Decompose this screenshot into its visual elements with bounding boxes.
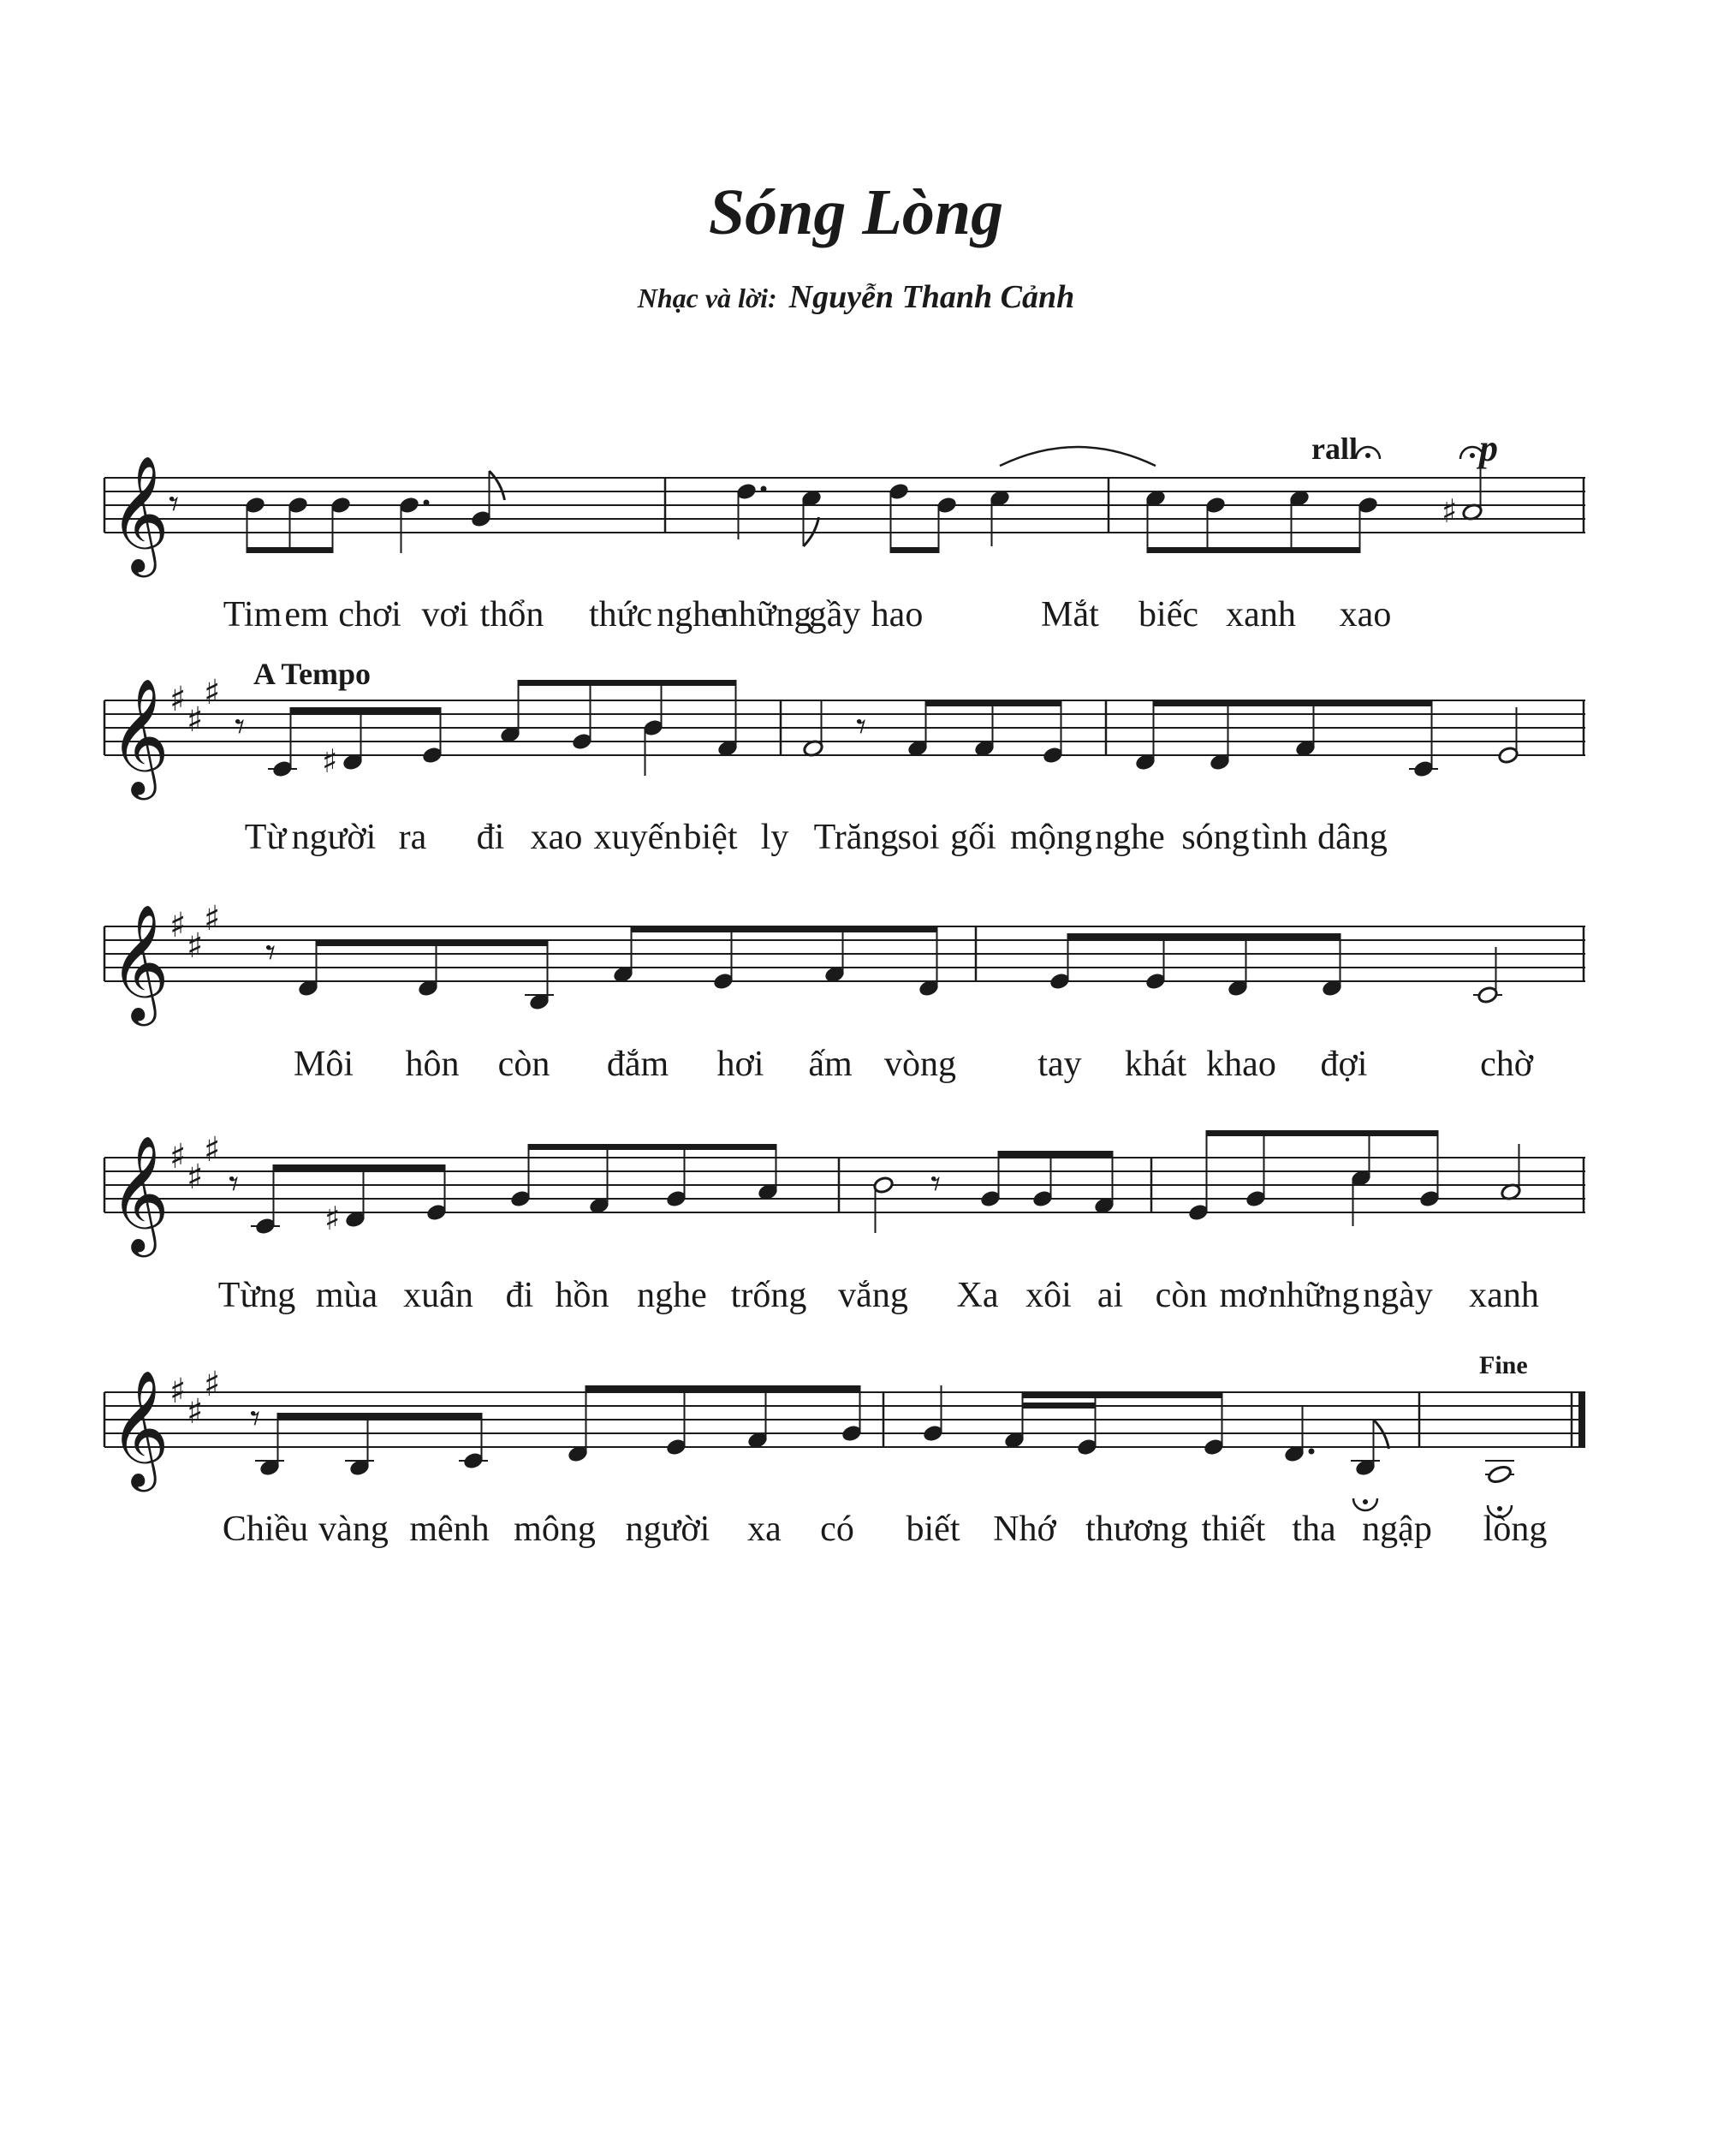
- lyric-word: người: [291, 818, 377, 857]
- staff-system-1: [104, 447, 1585, 577]
- staff-system-2: [104, 673, 1585, 800]
- lyric-word: xanh: [1469, 1276, 1539, 1315]
- lyric-word: dâng: [1317, 818, 1388, 857]
- eighth-rest: 𝄾: [235, 703, 246, 749]
- lyric-word: trống: [730, 1276, 807, 1315]
- lyric-word: vơi: [421, 595, 469, 634]
- lyric-word: những: [1268, 1276, 1360, 1315]
- beam: [925, 700, 1062, 706]
- augmentation-dot: [761, 486, 767, 492]
- beam: [290, 707, 442, 713]
- eighth-rest: 𝄾: [250, 1395, 261, 1441]
- treble-clef: 𝄞: [110, 902, 169, 1021]
- accidental-sharp: ♯: [322, 742, 338, 780]
- lyric-word: Chiều: [222, 1510, 309, 1549]
- fermata-dot: [1365, 453, 1370, 458]
- credit-label: Nhạc và lời:: [637, 283, 777, 313]
- lyric-word: ra: [398, 818, 427, 857]
- lyric-word: hao: [871, 595, 924, 634]
- beam: [586, 1385, 861, 1391]
- lyric-word: chờ: [1480, 1045, 1533, 1084]
- key-sharp: ♯: [204, 1130, 221, 1170]
- beam: [890, 547, 940, 553]
- lyric-word: còn: [497, 1045, 550, 1084]
- key-sharp: ♯: [187, 1158, 204, 1197]
- lyric-word: Trăng: [813, 818, 899, 857]
- lyric-word: đi: [505, 1276, 534, 1315]
- lyric-word: biết: [906, 1510, 960, 1549]
- lyric-word: lòng: [1483, 1510, 1548, 1549]
- lyric-word: khát: [1124, 1045, 1187, 1084]
- lyric-word: sóng: [1181, 818, 1250, 857]
- lyric-word: thức: [588, 595, 653, 634]
- eighth-rest: 𝄾: [856, 703, 867, 749]
- lyric-word: nghe: [1095, 818, 1165, 857]
- lyric-word: ngập: [1362, 1510, 1432, 1549]
- beam: [1206, 1130, 1439, 1136]
- lyric-word: nghe: [657, 595, 727, 634]
- eighth-rest: 𝄾: [265, 929, 276, 975]
- key-sharp: ♯: [169, 1372, 187, 1411]
- beam: [1067, 933, 1341, 939]
- beam: [998, 1151, 1114, 1157]
- key-sharp: ♯: [187, 926, 204, 966]
- lyric-word: em: [284, 595, 329, 634]
- augmentation-dot: [1309, 1449, 1315, 1455]
- lyric-word: đợi: [1320, 1045, 1368, 1084]
- lyric-word: xôi: [1025, 1276, 1072, 1315]
- lyric-word: thổn: [479, 595, 544, 634]
- lyric-word: ngày: [1363, 1276, 1433, 1315]
- lyric-word: xao: [1339, 595, 1392, 634]
- fine-marking: Fine: [1479, 1351, 1528, 1379]
- page-title: Sóng Lòng: [708, 176, 1004, 248]
- beam: [1153, 700, 1433, 706]
- eighth-rest: 𝄾: [229, 1160, 240, 1206]
- lyric-word: gầy: [808, 595, 861, 634]
- lyric-word: thương: [1085, 1510, 1188, 1549]
- key-sharp: ♯: [169, 680, 187, 719]
- lyric-word: Xa: [956, 1276, 999, 1315]
- beam: [273, 1164, 446, 1170]
- lyric-word: mộng: [1010, 818, 1092, 857]
- beam: [247, 547, 334, 553]
- key-sharp: ♯: [204, 899, 221, 938]
- lyric-word: những: [720, 595, 812, 634]
- lyric-word: vàng: [318, 1510, 389, 1549]
- lyric-word: khao: [1206, 1045, 1276, 1084]
- key-sharp: ♯: [187, 1392, 204, 1432]
- lyric-word: xanh: [1226, 595, 1296, 634]
- beam: [316, 940, 549, 946]
- lyric-word: ai: [1097, 1276, 1124, 1315]
- lyric-word: còn: [1155, 1276, 1208, 1315]
- beam: [518, 680, 737, 686]
- lyric-word: nghe: [637, 1276, 707, 1315]
- augmentation-dot: [424, 500, 430, 506]
- accidental-sharp: ♯: [324, 1200, 341, 1237]
- eighth-rest: 𝄾: [930, 1160, 942, 1206]
- lyric-word: soi: [897, 818, 940, 857]
- lyric-word: chơi: [338, 595, 401, 634]
- lyric-word: gối: [950, 818, 996, 857]
- staff-system-4: [104, 1130, 1585, 1257]
- fermata-dot: [1363, 1499, 1368, 1504]
- rall-marking: rall: [1311, 432, 1358, 466]
- lyric-word: có: [820, 1510, 854, 1549]
- treble-clef: 𝄞: [110, 1368, 169, 1486]
- beam: [528, 1144, 777, 1150]
- staff-system-5: [104, 1365, 1585, 1517]
- key-sharp: ♯: [169, 906, 187, 945]
- lyric-word: mơ: [1219, 1276, 1267, 1315]
- treble-clef: 𝄞: [110, 676, 169, 795]
- lyric-word: hôn: [405, 1045, 460, 1084]
- lyric-word: đi: [476, 818, 505, 857]
- lyric-word: ly: [760, 818, 789, 857]
- lyric-word: mênh: [409, 1510, 490, 1549]
- composer-name: Nguyễn Thanh Cảnh: [788, 279, 1075, 315]
- lyric-word: biệt: [683, 818, 738, 857]
- key-sharp: ♯: [204, 673, 221, 712]
- beam: [277, 1413, 483, 1419]
- lyric-word: xa: [747, 1510, 782, 1549]
- treble-clef: 𝄞: [110, 1134, 169, 1252]
- lyric-word: hơi: [716, 1045, 764, 1084]
- dynamic-piano: p: [1479, 427, 1498, 469]
- lyric-word: vòng: [884, 1045, 956, 1084]
- lyric-word: xao: [530, 818, 583, 857]
- lyric-word: thiết: [1201, 1510, 1266, 1549]
- a-tempo-marking: A Tempo: [253, 657, 372, 691]
- lyric-word: Mắt: [1041, 595, 1099, 634]
- lyric-word: hồn: [555, 1276, 609, 1315]
- lyric-word: Từng: [217, 1276, 296, 1315]
- beam: [631, 926, 938, 932]
- lyric-word: tình: [1251, 818, 1308, 857]
- key-sharp: ♯: [204, 1365, 221, 1404]
- lyric-word: xuân: [403, 1276, 473, 1315]
- lyric-word: Từ: [244, 818, 287, 857]
- beam: [1022, 1392, 1223, 1398]
- staff-system-3: [104, 899, 1585, 1026]
- lyric-word: biếc: [1138, 595, 1198, 634]
- lyric-word: người: [625, 1510, 710, 1549]
- whole-note: [1487, 1464, 1513, 1485]
- lyric-word: mông: [514, 1510, 596, 1549]
- lyric-word: ấm: [808, 1045, 853, 1084]
- lyric-word: Tim: [223, 595, 282, 634]
- note-flag: [490, 471, 505, 500]
- lyric-word: tay: [1037, 1045, 1082, 1084]
- accidental-sharp: ♯: [1442, 492, 1458, 530]
- lyric-word: xuyến: [593, 818, 682, 857]
- beam: [1147, 547, 1361, 553]
- tie: [1000, 447, 1156, 466]
- key-sharp: ♯: [169, 1137, 187, 1176]
- lyric-word: Môi: [293, 1045, 354, 1084]
- fermata-dot: [1470, 453, 1475, 458]
- lyric-word: tha: [1292, 1510, 1336, 1549]
- key-sharp: ♯: [187, 700, 204, 740]
- lyric-word: vắng: [838, 1276, 908, 1315]
- beam-secondary: [1022, 1403, 1097, 1409]
- lyric-word: Nhớ: [993, 1510, 1056, 1549]
- eighth-rest: 𝄾: [169, 480, 180, 527]
- lyric-word: mùa: [315, 1276, 378, 1315]
- lyric-word: đắm: [606, 1045, 669, 1084]
- final-barline-thick: [1578, 1392, 1585, 1447]
- treble-clef: 𝄞: [110, 454, 169, 572]
